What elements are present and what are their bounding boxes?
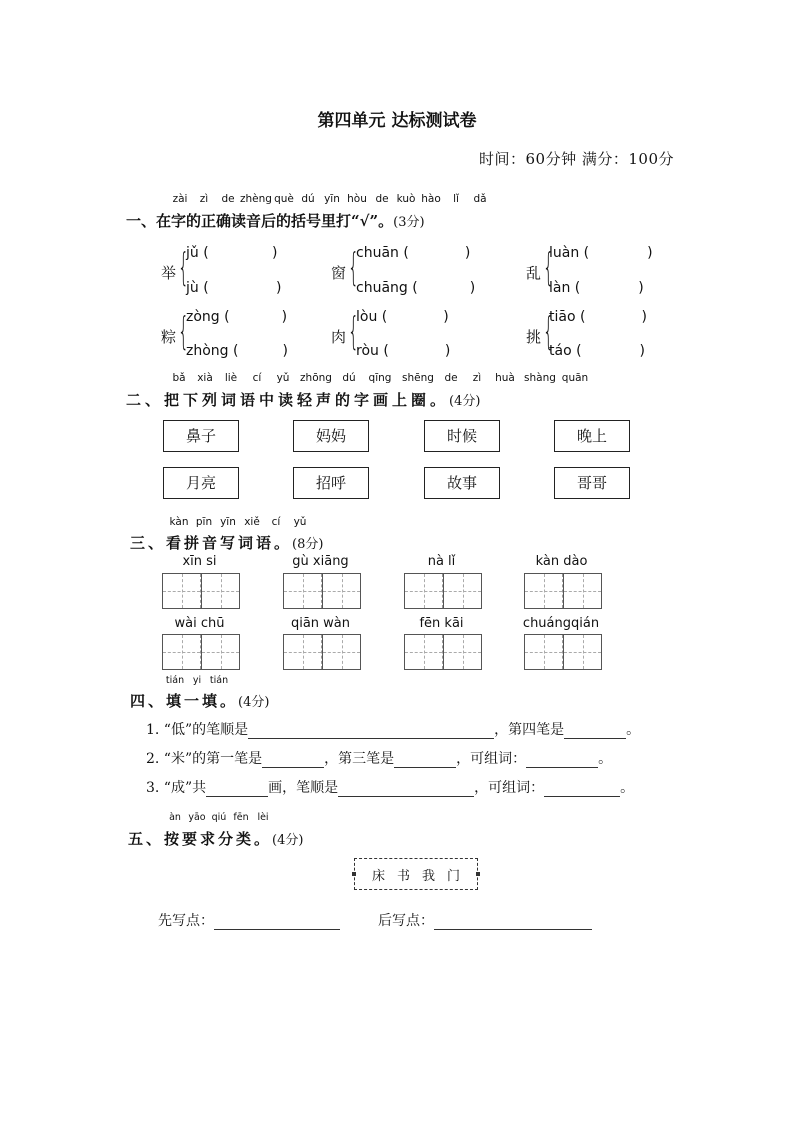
option [186, 309, 287, 325]
heading-text: 四、填一填。 [130, 692, 239, 710]
word-box: 鼻子 [163, 420, 239, 452]
later-dot-line [378, 910, 592, 930]
s3-heading [130, 532, 323, 553]
pinyin: shàng [524, 372, 556, 384]
heading-text: 五、按要求分类。 [128, 830, 273, 848]
paren: ) [639, 343, 646, 359]
brace-icon: { [178, 309, 189, 353]
word-box: 晚上 [554, 420, 630, 452]
text: ，第四笔是 [494, 722, 565, 738]
writing-grid[interactable] [162, 573, 240, 609]
pinyin: àn [169, 812, 181, 823]
pinyin: de [444, 372, 458, 384]
pinyin-label: nà lǐ [427, 554, 456, 569]
pinyin-label: wài chū [174, 616, 225, 631]
pinyin: dǎ [473, 193, 487, 205]
pinyin: qiú [211, 812, 227, 823]
s2-heading [126, 389, 480, 410]
pinyin: yi [192, 675, 202, 686]
brace-icon: { [348, 309, 359, 353]
pinyin: yāo [188, 812, 206, 823]
heading-text: 一、在字的正确读音后的括号里打“√”。 [126, 212, 394, 230]
option [356, 280, 475, 296]
s4-pinyin [164, 675, 230, 686]
option-text: jǔ ( [186, 245, 209, 261]
pinyin: xià [197, 372, 213, 384]
char: 乱 [526, 264, 542, 282]
fill-line-1 [146, 719, 640, 739]
option-text: làn ( [549, 280, 581, 296]
pinyin: kàn [169, 516, 189, 528]
pinyin: liè [224, 372, 238, 384]
blank[interactable] [394, 753, 456, 768]
pinyin-label: fēn kāi [419, 616, 464, 631]
points: (4分) [272, 833, 304, 848]
char: 举 [161, 264, 177, 282]
text: 2. “米”的第一笔是 [146, 751, 263, 767]
time-info: 时间：60分钟 满分：100分 [479, 150, 674, 168]
paren: ) [638, 280, 644, 296]
blank[interactable] [338, 782, 474, 797]
pinyin: zhōng [300, 372, 332, 384]
pinyin: què [274, 193, 294, 205]
writing-grid[interactable] [283, 634, 361, 670]
pinyin: tián [209, 675, 229, 686]
s2-pinyin [166, 372, 590, 384]
pinyin: lèi [257, 812, 269, 823]
brace-icon: { [543, 309, 554, 353]
pinyin: fēn [233, 812, 249, 823]
word-box: 妈妈 [293, 420, 369, 452]
pinyin: pīn [195, 516, 213, 528]
pinyin: dú [301, 193, 315, 205]
text: 后写点： [378, 913, 434, 929]
option [186, 343, 288, 359]
first-dot-line [158, 910, 340, 930]
pinyin: de [375, 193, 389, 205]
option-text: zhòng ( [186, 343, 239, 359]
word-box: 招呼 [293, 467, 369, 499]
paren: ) [464, 245, 471, 261]
option [186, 280, 281, 296]
text: 先写点： [158, 913, 214, 929]
option-text: luàn ( [549, 245, 590, 261]
word-box: 月亮 [163, 467, 239, 499]
pinyin-label: gù xiāng [292, 554, 349, 569]
pinyin: dú [342, 372, 356, 384]
pinyin: xiě [244, 516, 260, 528]
paren: ) [641, 309, 647, 325]
char: 肉 [331, 328, 347, 346]
text: 。 [620, 780, 635, 796]
option-text: jù ( [186, 280, 209, 296]
pinyin: kuò [396, 193, 416, 205]
points: (3分) [393, 215, 425, 230]
blank[interactable] [526, 753, 598, 768]
paren: ) [282, 343, 288, 359]
heading-text: 三、看拼音写词语。 [130, 534, 293, 552]
text: 画，笔顺是 [268, 780, 339, 796]
pinyin: de [221, 193, 235, 205]
pinyin: zhèng [240, 193, 272, 205]
word-box: 时候 [424, 420, 500, 452]
writing-grid[interactable] [404, 573, 482, 609]
char: 挑 [526, 328, 542, 346]
brace-icon: { [543, 245, 554, 289]
pinyin: hào [421, 193, 441, 205]
option [549, 343, 645, 359]
option-text: táo ( [549, 343, 582, 359]
pinyin: zì [472, 372, 482, 384]
text: 。 [626, 722, 641, 738]
text: 1. “低”的笔顺是 [146, 722, 249, 738]
paren: ) [469, 280, 476, 296]
s5-heading [128, 828, 303, 849]
blank[interactable] [564, 724, 626, 739]
text: ，可组词： [456, 751, 527, 767]
option-text: chuān ( [356, 245, 409, 261]
option [549, 245, 653, 261]
pinyin-label: qiān wàn [290, 616, 351, 631]
paren: ) [647, 245, 653, 261]
text: ，第三笔是 [324, 751, 395, 767]
word-box: 哥哥 [554, 467, 630, 499]
pinyin: quān [561, 372, 589, 384]
writing-grid[interactable] [404, 634, 482, 670]
character-box [354, 858, 478, 890]
brace-icon: { [348, 245, 359, 289]
text: ，可组词： [474, 780, 545, 796]
text: 3. “成”共 [146, 780, 207, 796]
pinyin: yīn [220, 516, 236, 528]
s3-pinyin [166, 516, 312, 528]
pinyin: huà [495, 372, 515, 384]
option [549, 309, 647, 325]
option [186, 245, 277, 261]
brace-icon: { [178, 245, 189, 289]
paren: ) [443, 309, 449, 325]
s4-heading [130, 690, 269, 711]
fill-line-2 [146, 748, 612, 768]
blank[interactable] [214, 915, 340, 930]
pinyin: zài [172, 193, 188, 205]
s5-pinyin [164, 812, 274, 823]
pinyin-label: chuángqián [522, 616, 600, 631]
points: (4分) [238, 695, 270, 710]
option [356, 309, 449, 325]
option-text: zòng ( [186, 309, 230, 325]
option-text: lòu ( [356, 309, 388, 325]
s1-heading [126, 210, 425, 231]
blank[interactable] [248, 724, 494, 739]
page-title: 第四单元 达标测试卷 [317, 111, 477, 131]
fill-line-3 [146, 777, 634, 797]
pinyin: tián [165, 675, 185, 686]
pinyin: shēng [402, 372, 434, 384]
option [549, 280, 644, 296]
writing-grid[interactable] [162, 634, 240, 670]
pinyin: yǔ [293, 516, 307, 528]
writing-grid[interactable] [524, 634, 602, 670]
pinyin: zì [199, 193, 209, 205]
blank[interactable] [434, 915, 592, 930]
pinyin: hòu [347, 193, 367, 205]
pinyin: yīn [324, 193, 340, 205]
writing-grid[interactable] [283, 573, 361, 609]
option-text: chuāng ( [356, 280, 418, 296]
paren: ) [272, 245, 278, 261]
blank[interactable] [544, 782, 620, 797]
pinyin: qīng [368, 372, 392, 384]
option [356, 343, 450, 359]
paren: ) [444, 343, 451, 359]
option-text: ròu ( [356, 343, 389, 359]
pinyin: cí [252, 372, 262, 384]
text: 。 [598, 751, 613, 767]
paren: ) [281, 309, 288, 325]
pinyin-label: xīn si [182, 554, 217, 569]
points: (8分) [292, 537, 324, 552]
pinyin-label: kàn dào [535, 554, 588, 569]
pinyin: cí [271, 516, 281, 528]
word-box: 故事 [424, 467, 500, 499]
char: 窗 [331, 264, 347, 282]
points: (4分) [449, 394, 481, 409]
paren: ) [276, 280, 282, 296]
character-box-text: 床书我门 [371, 869, 472, 884]
blank[interactable] [262, 753, 324, 768]
option [356, 245, 470, 261]
char: 粽 [161, 328, 177, 346]
pinyin: bǎ [172, 372, 186, 384]
pinyin: yǔ [276, 372, 290, 384]
pinyin: lǐ [453, 193, 459, 205]
writing-grid[interactable] [524, 573, 602, 609]
s1-pinyin [168, 193, 492, 205]
blank[interactable] [206, 782, 268, 797]
heading-text: 二、把下列词语中读轻声的字画上圈。 [126, 391, 450, 409]
option-text: tiāo ( [549, 309, 586, 325]
